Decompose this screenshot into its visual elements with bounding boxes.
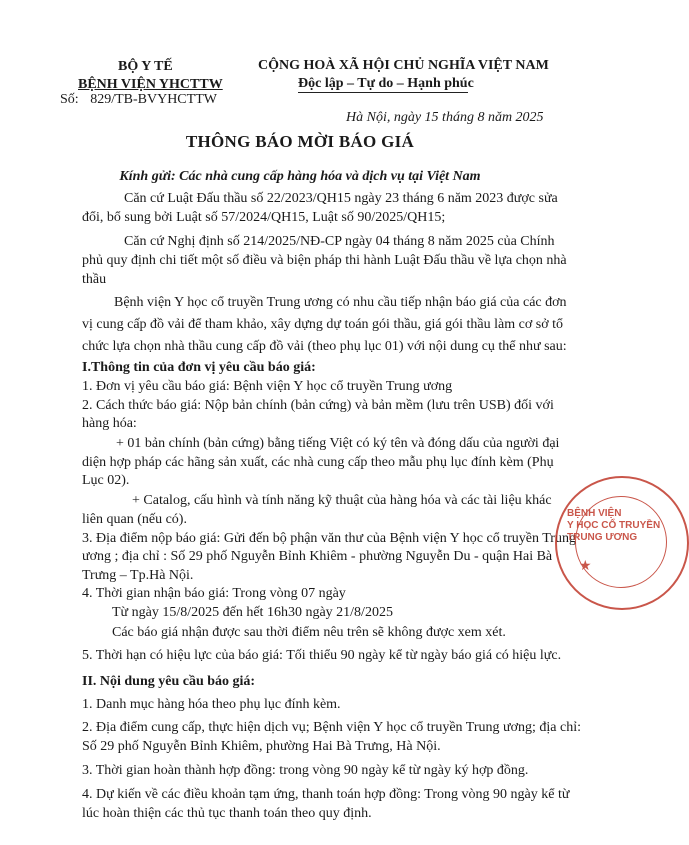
section-2-item-4-line-2: lúc hoàn thiện các thủ tục thanh toán theo quy định. (82, 806, 372, 821)
section-1-item-2-line-1: 2. Cách thức báo giá: Nộp bản chính (bản cứng) và bản mềm (lưu trên USB) đối với (82, 398, 554, 413)
section-1-item-4-line-1: 4. Thời gian nhận báo giá: Trong vòng 07 ngày (82, 586, 346, 601)
section-1-item-4-note: Các báo giá nhận được sau thời điểm nêu trên sẽ không được xem xét. (112, 625, 506, 640)
section-2-heading: II. Nội dung yêu cầu báo giá: (82, 674, 256, 689)
section-1-item-5: 5. Thời hạn có hiệu lực của báo giá: Tối thiểu 90 ngày kể từ ngày báo giá có hiệu lực. (82, 648, 562, 663)
document-number-label: Số: (60, 92, 79, 107)
motto-underline (298, 92, 468, 93)
section-2-item-2-line-2: Số 29 phố Nguyễn Bỉnh Khiêm, phường Hai Bà Trưng, Hà Nội. (82, 739, 441, 754)
intro-line-3: chức lựa chọn nhà thầu cung cấp đồ vải (theo phụ lục 01) với nội dung cụ thể như sau: (82, 339, 567, 354)
section-2-item-4-line-1: 4. Dự kiến về các điều khoản tạm ứng, thanh toán hợp đồng: Trong vòng 90 ngày kể từ (82, 787, 570, 802)
section-1-item-2-a-line-3: Lục 02). (82, 473, 130, 488)
ministry-name: BỘ Y TẾ (118, 59, 173, 74)
section-2-item-2-line-1: 2. Địa điểm cung cấp, thực hiện dịch vụ; Bệnh viện Y học cổ truyền Trung ương; địa chỉ: (82, 720, 582, 735)
hospital-name: BỆNH VIỆN YHCTTW (78, 77, 223, 92)
legal-basis-2-line-3: thầu (82, 272, 107, 287)
section-2-item-1: 1. Danh mục hàng hóa theo phụ lục đính kèm. (82, 697, 341, 712)
legal-basis-2-line-2: phủ quy định chi tiết một số điều và biện pháp thi hành Luật Đấu thầu về lựa chọn nhà (82, 253, 567, 268)
stamp-line-2: Y HỌC CỔ TRUYỀN (567, 520, 661, 531)
section-1-item-3-line-2: ương ; địa chỉ : Số 29 phố Nguyễn Bỉnh Khiêm - phường Nguyễn Du - quận Hai Bà (82, 549, 553, 564)
legal-basis-1-line-2: đổi, bổ sung bởi Luật số 57/2024/QH15, Luật số 90/2025/QH15; (82, 210, 446, 225)
section-1-item-1: 1. Đơn vị yêu cầu báo giá: Bệnh viện Y học cổ truyền Trung ương (82, 379, 453, 394)
document-number (60, 91, 217, 108)
section-1-item-2-b-line-1: + Catalog, cấu hình và tính năng kỹ thuật của hàng hóa và các tài liệu khác (132, 493, 552, 508)
intro-line-1: Bệnh viện Y học cổ truyền Trung ương có nhu cầu tiếp nhận báo giá của các đơn (114, 295, 567, 310)
national-motto: Độc lập – Tự do – Hạnh phúc (298, 76, 474, 91)
section-1-heading: I.Thông tin của đơn vị yêu cầu báo giá: (82, 360, 316, 375)
document-number-value: 829/TB-BVYHCTTW (90, 92, 217, 107)
document-title: THÔNG BÁO MỜI BÁO GIÁ (185, 132, 415, 151)
legal-basis-2-line-1: Căn cứ Nghị định số 214/2025/NĐ-CP ngày 04 tháng 8 năm 2025 của Chính (124, 234, 555, 249)
recipient-line: Kính gửi: Các nhà cung cấp hàng hóa và dịch vụ tại Việt Nam (119, 169, 481, 184)
star-icon: ★ (579, 559, 592, 574)
place-date: Hà Nội, ngày 15 tháng 8 năm 2025 (346, 110, 544, 125)
stamp-line-1: BỆNH VIỆN (567, 508, 622, 519)
section-1-item-2-b-line-2: liên quan (nếu có). (82, 512, 187, 527)
section-1-item-2-a-line-2: diện hợp pháp các hãng sản xuất, các nhà cung cấp theo mẫu phụ lục đính kèm (Phụ (82, 455, 554, 470)
national-title: CỘNG HOÀ XÃ HỘI CHỦ NGHĨA VIỆT NAM (258, 58, 549, 73)
intro-line-2: vị cung cấp đồ vải để tham khảo, xây dựng dự toán gói thầu, giá gói thầu làm cơ sở tổ (82, 317, 563, 332)
section-1-item-3-line-1: 3. Địa điểm nộp báo giá: Gửi đến bộ phận văn thư của Bệnh viện Y học cổ truyền Trung (82, 531, 576, 546)
section-2-item-3: 3. Thời gian hoàn thành hợp đồng: trong vòng 90 ngày kể từ ngày ký hợp đồng. (82, 763, 529, 778)
stamp-line-3: TRUNG ƯƠNG (567, 532, 638, 543)
stamp-text (567, 508, 660, 544)
section-1-item-3-line-3: Trưng – Tp.Hà Nội. (82, 568, 194, 583)
section-1-item-2-a-line-1: + 01 bản chính (bản cứng) bằng tiếng Việt có ký tên và đóng dấu của người đại (116, 436, 560, 451)
legal-basis-1-line-1: Căn cứ Luật Đấu thầu số 22/2023/QH15 ngày 23 tháng 6 năm 2023 được sửa (124, 191, 558, 206)
red-stamp (555, 476, 689, 610)
section-1-item-4-line-2: Từ ngày 15/8/2025 đến hết 16h30 ngày 21/8/2025 (112, 605, 393, 620)
section-1-item-2-line-2: hàng hóa: (82, 416, 137, 431)
